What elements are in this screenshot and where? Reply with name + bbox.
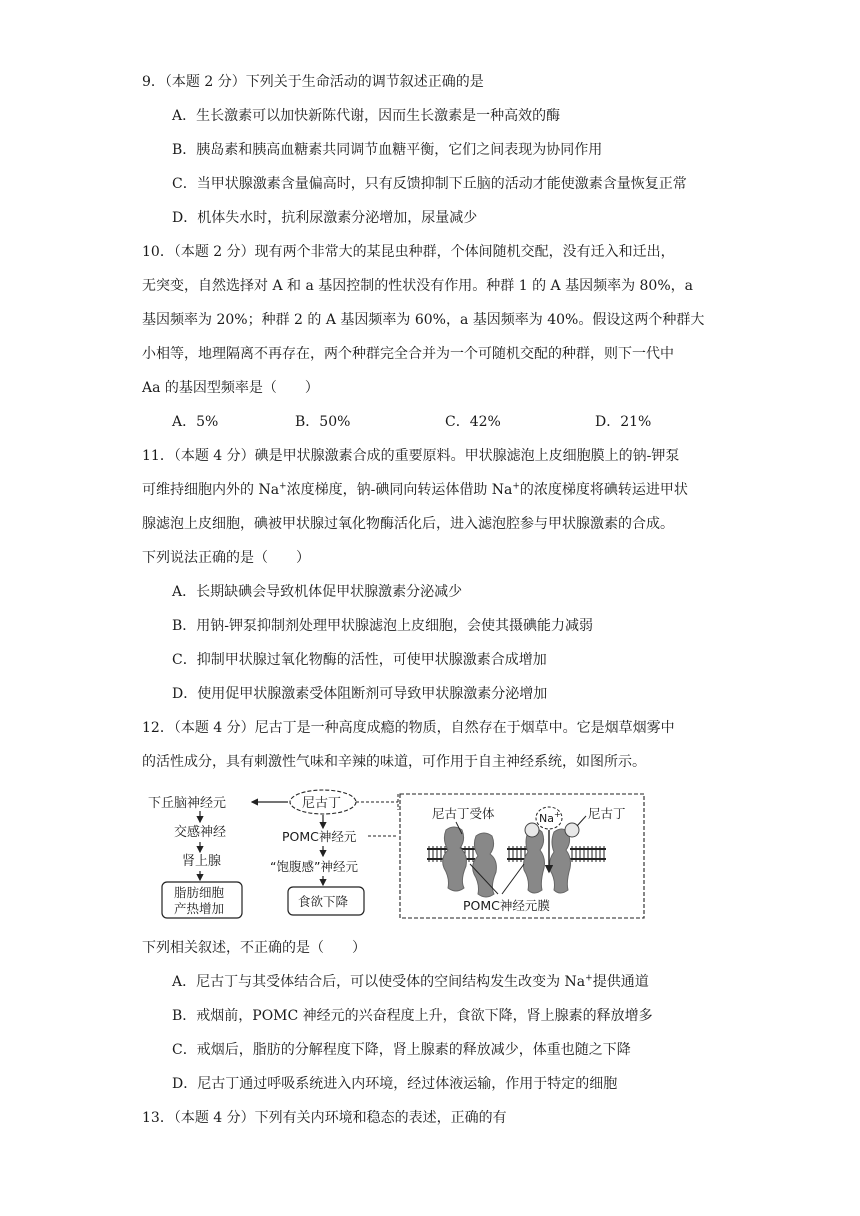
label-pointer — [577, 816, 586, 826]
q12-option-a-part-a: A．尼古丁与其受体结合后，可以使受体的空间结构发生改变为 Na — [172, 974, 586, 990]
channel-protein-left — [524, 829, 545, 893]
sodium-ion-label — [539, 810, 561, 825]
q10-line-2: 无突变，自然选择对 A 和 a 基因控制的性状没有作用。种群 1 的 A 基因频率为 80%，a — [142, 278, 693, 294]
superscript-plus: + — [512, 481, 520, 492]
nicotine-receptor-label: 尼古丁受体 — [432, 806, 495, 821]
fat-cell-label: 脂肪细胞 — [174, 885, 225, 900]
q12-line-2: 的活性成分，具有刺激性气味和辛辣的味道，可作用于自主神经系统，如图所示。 — [142, 754, 646, 770]
q10-option-c: C．42% — [445, 414, 501, 430]
sodium-charge: + — [553, 810, 561, 819]
q9-option-c: C．当甲状腺激素含量偏高时，只有反馈抑制下丘脑的活动才能使激素含量恢复正常 — [172, 176, 687, 192]
channel-protein-right — [550, 829, 571, 893]
q13-stem: 13．（本题 4 分）下列有关内环境和稳态的表述，正确的有 — [142, 1110, 507, 1126]
q10-line-5: Aa 的基因型频率是（ ） — [142, 380, 319, 396]
nicotine-label: 尼古丁 — [302, 796, 342, 811]
q10-line-4: 小相等，地理隔离不再存在，两个种群完全合并为一个可随机交配的种群，则下一代中 — [142, 346, 674, 362]
q12-option-a — [172, 972, 649, 992]
appetite-decrease-label: 食欲下降 — [298, 894, 349, 909]
q9-option-d: D．机体失水时，抗利尿激素分泌增加，尿量减少 — [172, 210, 478, 226]
q11-line-2-part-c: 的浓度梯度将碘转运进甲状 — [519, 482, 688, 498]
q10-option-d: D．21% — [595, 414, 652, 430]
pomc-neuron-label: POMC神经元 — [282, 829, 357, 844]
q12-option-a-part-b: 提供通道 — [592, 974, 649, 990]
q12-option-d: D．尼古丁通过呼吸系统进入内环境，经过体液运输，作用于特定的细胞 — [172, 1076, 618, 1092]
nicotine-right-label: 尼古丁 — [588, 806, 626, 821]
superscript-plus: + — [585, 973, 593, 984]
superscript-plus: + — [279, 481, 287, 492]
q11-line-4: 下列说法正确的是（ ） — [142, 550, 310, 566]
q12-option-b: B．戒烟前，POMC 神经元的兴奋程度上升，食欲下降，肾上腺素的释放增多 — [172, 1008, 653, 1024]
q12-line-1: 12．（本题 4 分）尼古丁是一种高度成瘾的物质，自然存在于烟草中。它是烟草烟雾中 — [142, 720, 675, 736]
q12-question-line: 下列相关叙述，不正确的是（ ） — [142, 940, 366, 956]
q9-option-b: B．胰岛素和胰高血糖素共同调节血糖平衡，它们之间表现为协同作用 — [172, 142, 603, 158]
q12-option-c: C．戒烟后，脂肪的分解程度下降，肾上腺素的释放减少，体重也随之下降 — [172, 1042, 631, 1058]
nicotine-molecule — [525, 823, 539, 837]
q9-option-a: A．生长激素可以加快新陈代谢，因而生长激素是一种高效的酶 — [172, 108, 561, 124]
q10-option-b: B．50% — [295, 414, 351, 430]
satiety-neuron-label: “饱腹感”神经元 — [270, 859, 358, 874]
q11-line-2-part-b: 浓度梯度，钠-碘同向转运体借助 Na — [286, 482, 513, 498]
nicotine-pathway-figure — [140, 786, 650, 920]
sodium-symbol: Na — [539, 812, 554, 825]
q11-option-b: B．用钠-钾泵抑制剂处理甲状腺滤泡上皮细胞，会使其摄碘能力减弱 — [172, 618, 594, 634]
q9-stem: 9．（本题 2 分）下列关于生命活动的调节叙述正确的是 — [142, 74, 484, 90]
label-pointer — [502, 864, 524, 894]
q11-line-2 — [142, 480, 688, 500]
nicotine-molecule — [565, 823, 579, 837]
receptor-protein-left — [443, 827, 467, 891]
pomc-membrane-label: POMC神经元膜 — [463, 898, 550, 913]
hypothalamus-neuron-label: 下丘脑神经元 — [148, 796, 227, 811]
q11-option-d: D．使用促甲状腺激素受体阻断剂可导致甲状腺激素分泌增加 — [172, 686, 548, 702]
heat-increase-label: 产热增加 — [174, 901, 225, 916]
q11-line-3: 腺滤泡上皮细胞，碘被甲状腺过氧化物酶活化后，进入滤泡腔参与甲状腺激素的合成。 — [142, 516, 674, 532]
adrenal-gland-label: 肾上腺 — [182, 854, 222, 869]
q11-line-2-part-a: 可维持细胞内外的 Na — [142, 482, 280, 498]
q10-option-a: A．5% — [172, 414, 219, 430]
q10-line-3: 基因频率为 20%；种群 2 的 A 基因频率为 60%，a 基因频率为 40%。假设这两个种群大 — [142, 312, 705, 328]
q11-option-c: C．抑制甲状腺过氧化物酶的活性，可使甲状腺激素合成增加 — [172, 652, 547, 668]
q11-option-a: A．长期缺碘会导致机体促甲状腺激素分泌减少 — [172, 584, 463, 600]
sympathetic-nerve-label: 交感神经 — [174, 825, 227, 840]
q11-line-1: 11．（本题 4 分）碘是甲状腺激素合成的重要原料。甲状腺滤泡上皮细胞膜上的钠-钾泵 — [142, 448, 680, 464]
q10-line-1: 10．（本题 2 分）现有两个非常大的某昆虫种群，个体间随机交配，没有迁入和迁出， — [142, 244, 675, 260]
receptor-protein-right — [473, 833, 497, 897]
